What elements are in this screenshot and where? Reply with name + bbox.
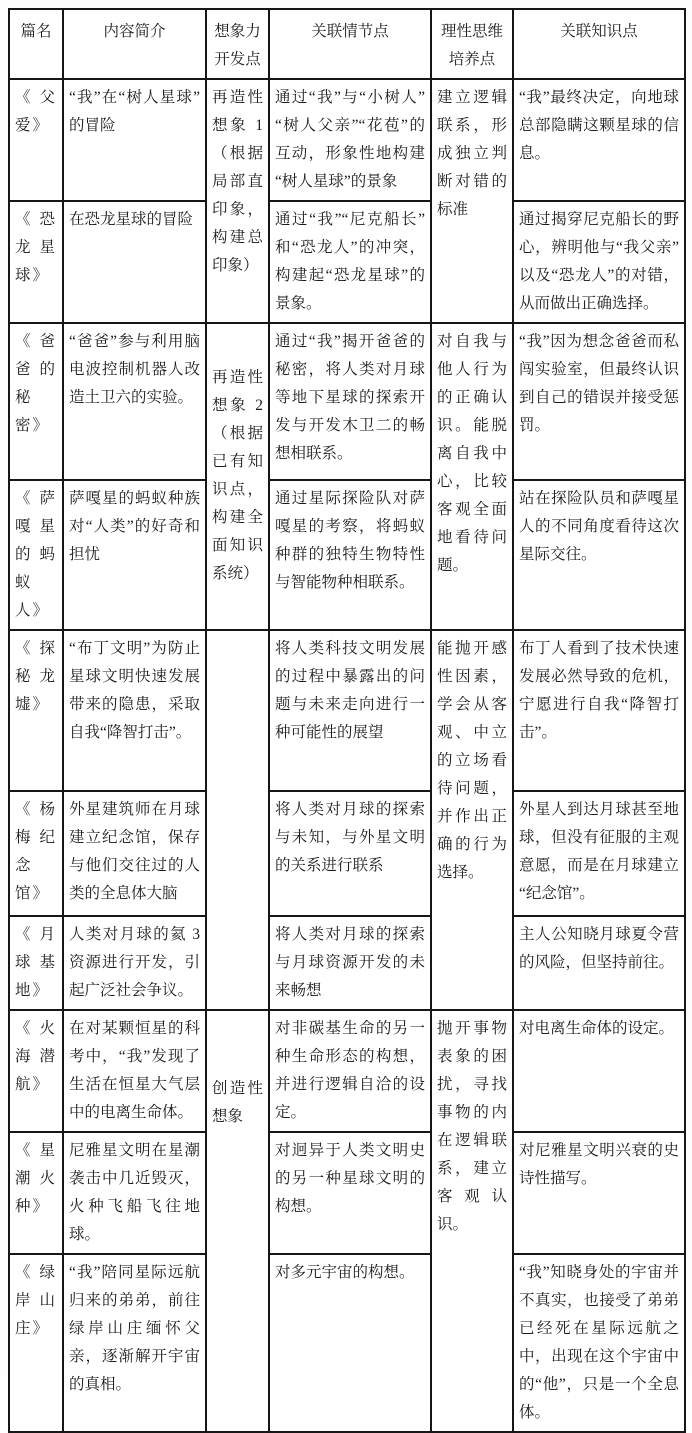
cell-title: 《爸爸的秘密》	[9, 323, 63, 480]
cell-knowledge: 主人公知晓月球夏令营的风险，但坚持前往。	[513, 916, 685, 1010]
column-header-title: 篇名	[9, 9, 63, 79]
column-header-summary: 内容简介	[63, 9, 206, 79]
cell-plot: 通过“我”与“小树人”“树人父亲”“花苞”的互动，形象性地构建“树人星球”的景象	[269, 79, 431, 201]
cell-plot: 将人类对月球的探索与月球资源开发的未来畅想	[269, 916, 431, 1010]
cell-knowledge: 对尼雅星文明兴衰的史诗性描写。	[513, 1132, 685, 1254]
cell-knowledge: “我”最终决定，向地球总部隐瞒这颗星球的信息。	[513, 79, 685, 201]
cell-knowledge: 对电离生命体的设定。	[513, 1010, 685, 1132]
cell-summary: “我”在“树人星球”的冒险	[63, 79, 206, 201]
cell-summary: “布丁文明”为防止星球文明快速发展带来的隐患，采取自我“降智打击”。	[63, 630, 206, 791]
column-header-rational: 理性思维培养点	[431, 9, 513, 79]
column-header-imagination: 想象力开发点	[206, 9, 269, 79]
cell-title: 《绿岸山庄》	[9, 1254, 63, 1432]
cell-rational: 能抛开感性因素，学会从客观、中立的立场看待问题，并作出正确的行为选择。	[431, 630, 513, 1010]
cell-knowledge: 通过揭穿尼克船长的野心，辨明他与“我父亲”以及“恐龙人”的对错，从而做出正确选择。	[513, 201, 685, 323]
table-row	[9, 1254, 685, 1432]
cell-summary: 萨嘎星的蚂蚁种族对“人类”的好奇和担忧	[63, 480, 206, 630]
cell-knowledge: “我”知晓身处的宇宙并不真实，也接受了弟弟已经死在星际远航之中，出现在这个宇宙中的“他”，只是一个全息体。	[513, 1254, 685, 1432]
cell-summary: “我”陪同星际远航归来的弟弟，前往绿岸山庄缅怀父亲，逐渐解开宇宙的真相。	[63, 1254, 206, 1432]
table-row	[9, 1010, 685, 1132]
cell-title: 《杨梅纪念馆》	[9, 791, 63, 916]
cell-plot: 通过星际探险队对萨嘎星的考察，将蚂蚁种群的独特生物特性与智能物种相联系。	[269, 480, 431, 630]
cell-imagination: 再造性想象 2（根据已有知识点，构建全面知识系统）	[206, 323, 269, 630]
cell-plot: 对非碳基生命的另一种生命形态的构想，并进行逻辑自洽的设定。	[269, 1010, 431, 1132]
cell-rational: 对自我与他人行为的正确认识。能脱离自我中心，比较客观全面地看待问题。	[431, 323, 513, 630]
cell-title: 《父爱》	[9, 79, 63, 201]
cell-plot: 通过“我”“尼克船长”和“恐龙人”的冲突，构建起“恐龙星球”的景象。	[269, 201, 431, 323]
cell-imagination-empty	[206, 630, 269, 1010]
cell-knowledge: 外星人到达月球甚至地球，但没有征服的主观意愿，而是在月球建立“纪念馆”。	[513, 791, 685, 916]
cell-title: 《星潮火种》	[9, 1132, 63, 1254]
cell-imagination: 创造性想象	[206, 1010, 269, 1432]
cell-summary: 尼雅星文明在星潮袭击中几近毁灭，火种飞船飞往地球。	[63, 1132, 206, 1254]
cell-plot: 对迥异于人类文明史的另一种星球文明的构想。	[269, 1132, 431, 1254]
cell-title: 《火海潜航》	[9, 1010, 63, 1132]
reading-analysis-table	[8, 8, 686, 1433]
table-row	[9, 79, 685, 201]
cell-rational: 建立逻辑联系，形成独立判断对错的标准	[431, 79, 513, 323]
cell-title: 《探秘龙墟》	[9, 630, 63, 791]
table-row	[9, 916, 685, 1010]
cell-imagination: 再造性想象 1（根据局部直印象，构建总印象）	[206, 79, 269, 323]
cell-knowledge: “我”因为想念爸爸而私闯实验室，但最终认识到自己的错误并接受惩罚。	[513, 323, 685, 480]
cell-plot: 对多元宇宙的构想。	[269, 1254, 431, 1432]
column-header-plot: 关联情节点	[269, 9, 431, 79]
table-row	[9, 791, 685, 916]
cell-title: 《萨嘎星的蚂蚁人》	[9, 480, 63, 630]
table-row	[9, 630, 685, 791]
table-row	[9, 323, 685, 480]
cell-summary: “爸爸”参与利用脑电波控制机器人改造土卫六的实验。	[63, 323, 206, 480]
table-row	[9, 201, 685, 323]
cell-knowledge: 站在探险队员和萨嘎星人的不同角度看待这次星际交往。	[513, 480, 685, 630]
cell-plot: 将人类科技文明发展的过程中暴露出的问题与未来走向进行一种可能性的展望	[269, 630, 431, 791]
column-header-knowledge: 关联知识点	[513, 9, 685, 79]
cell-title: 《恐龙星球》	[9, 201, 63, 323]
cell-plot: 将人类对月球的探索与未知，与外星文明的关系进行联系	[269, 791, 431, 916]
cell-summary: 人类对月球的氦 3 资源进行开发，引起广泛社会争议。	[63, 916, 206, 1010]
cell-rational: 抛开事物表象的困扰，寻找事物的内在逻辑联系，建立客观认识。	[431, 1010, 513, 1432]
cell-summary: 在对某颗恒星的科考中，“我”发现了生活在恒星大气层中的电离生命体。	[63, 1010, 206, 1132]
cell-knowledge: 布丁人看到了技术快速发展必然导致的危机，宁愿进行自我“降智打击”。	[513, 630, 685, 791]
cell-summary: 在恐龙星球的冒险	[63, 201, 206, 323]
cell-title: 《月球基地》	[9, 916, 63, 1010]
header-row	[9, 9, 685, 79]
cell-plot: 通过“我”揭开爸爸的秘密，将人类对月球等地下星球的探索开发与开发木卫二的畅想相联系。	[269, 323, 431, 480]
table-row	[9, 1132, 685, 1254]
table-row	[9, 480, 685, 630]
cell-summary: 外星建筑师在月球建立纪念馆，保存与他们交往过的人类的全息体大脑	[63, 791, 206, 916]
